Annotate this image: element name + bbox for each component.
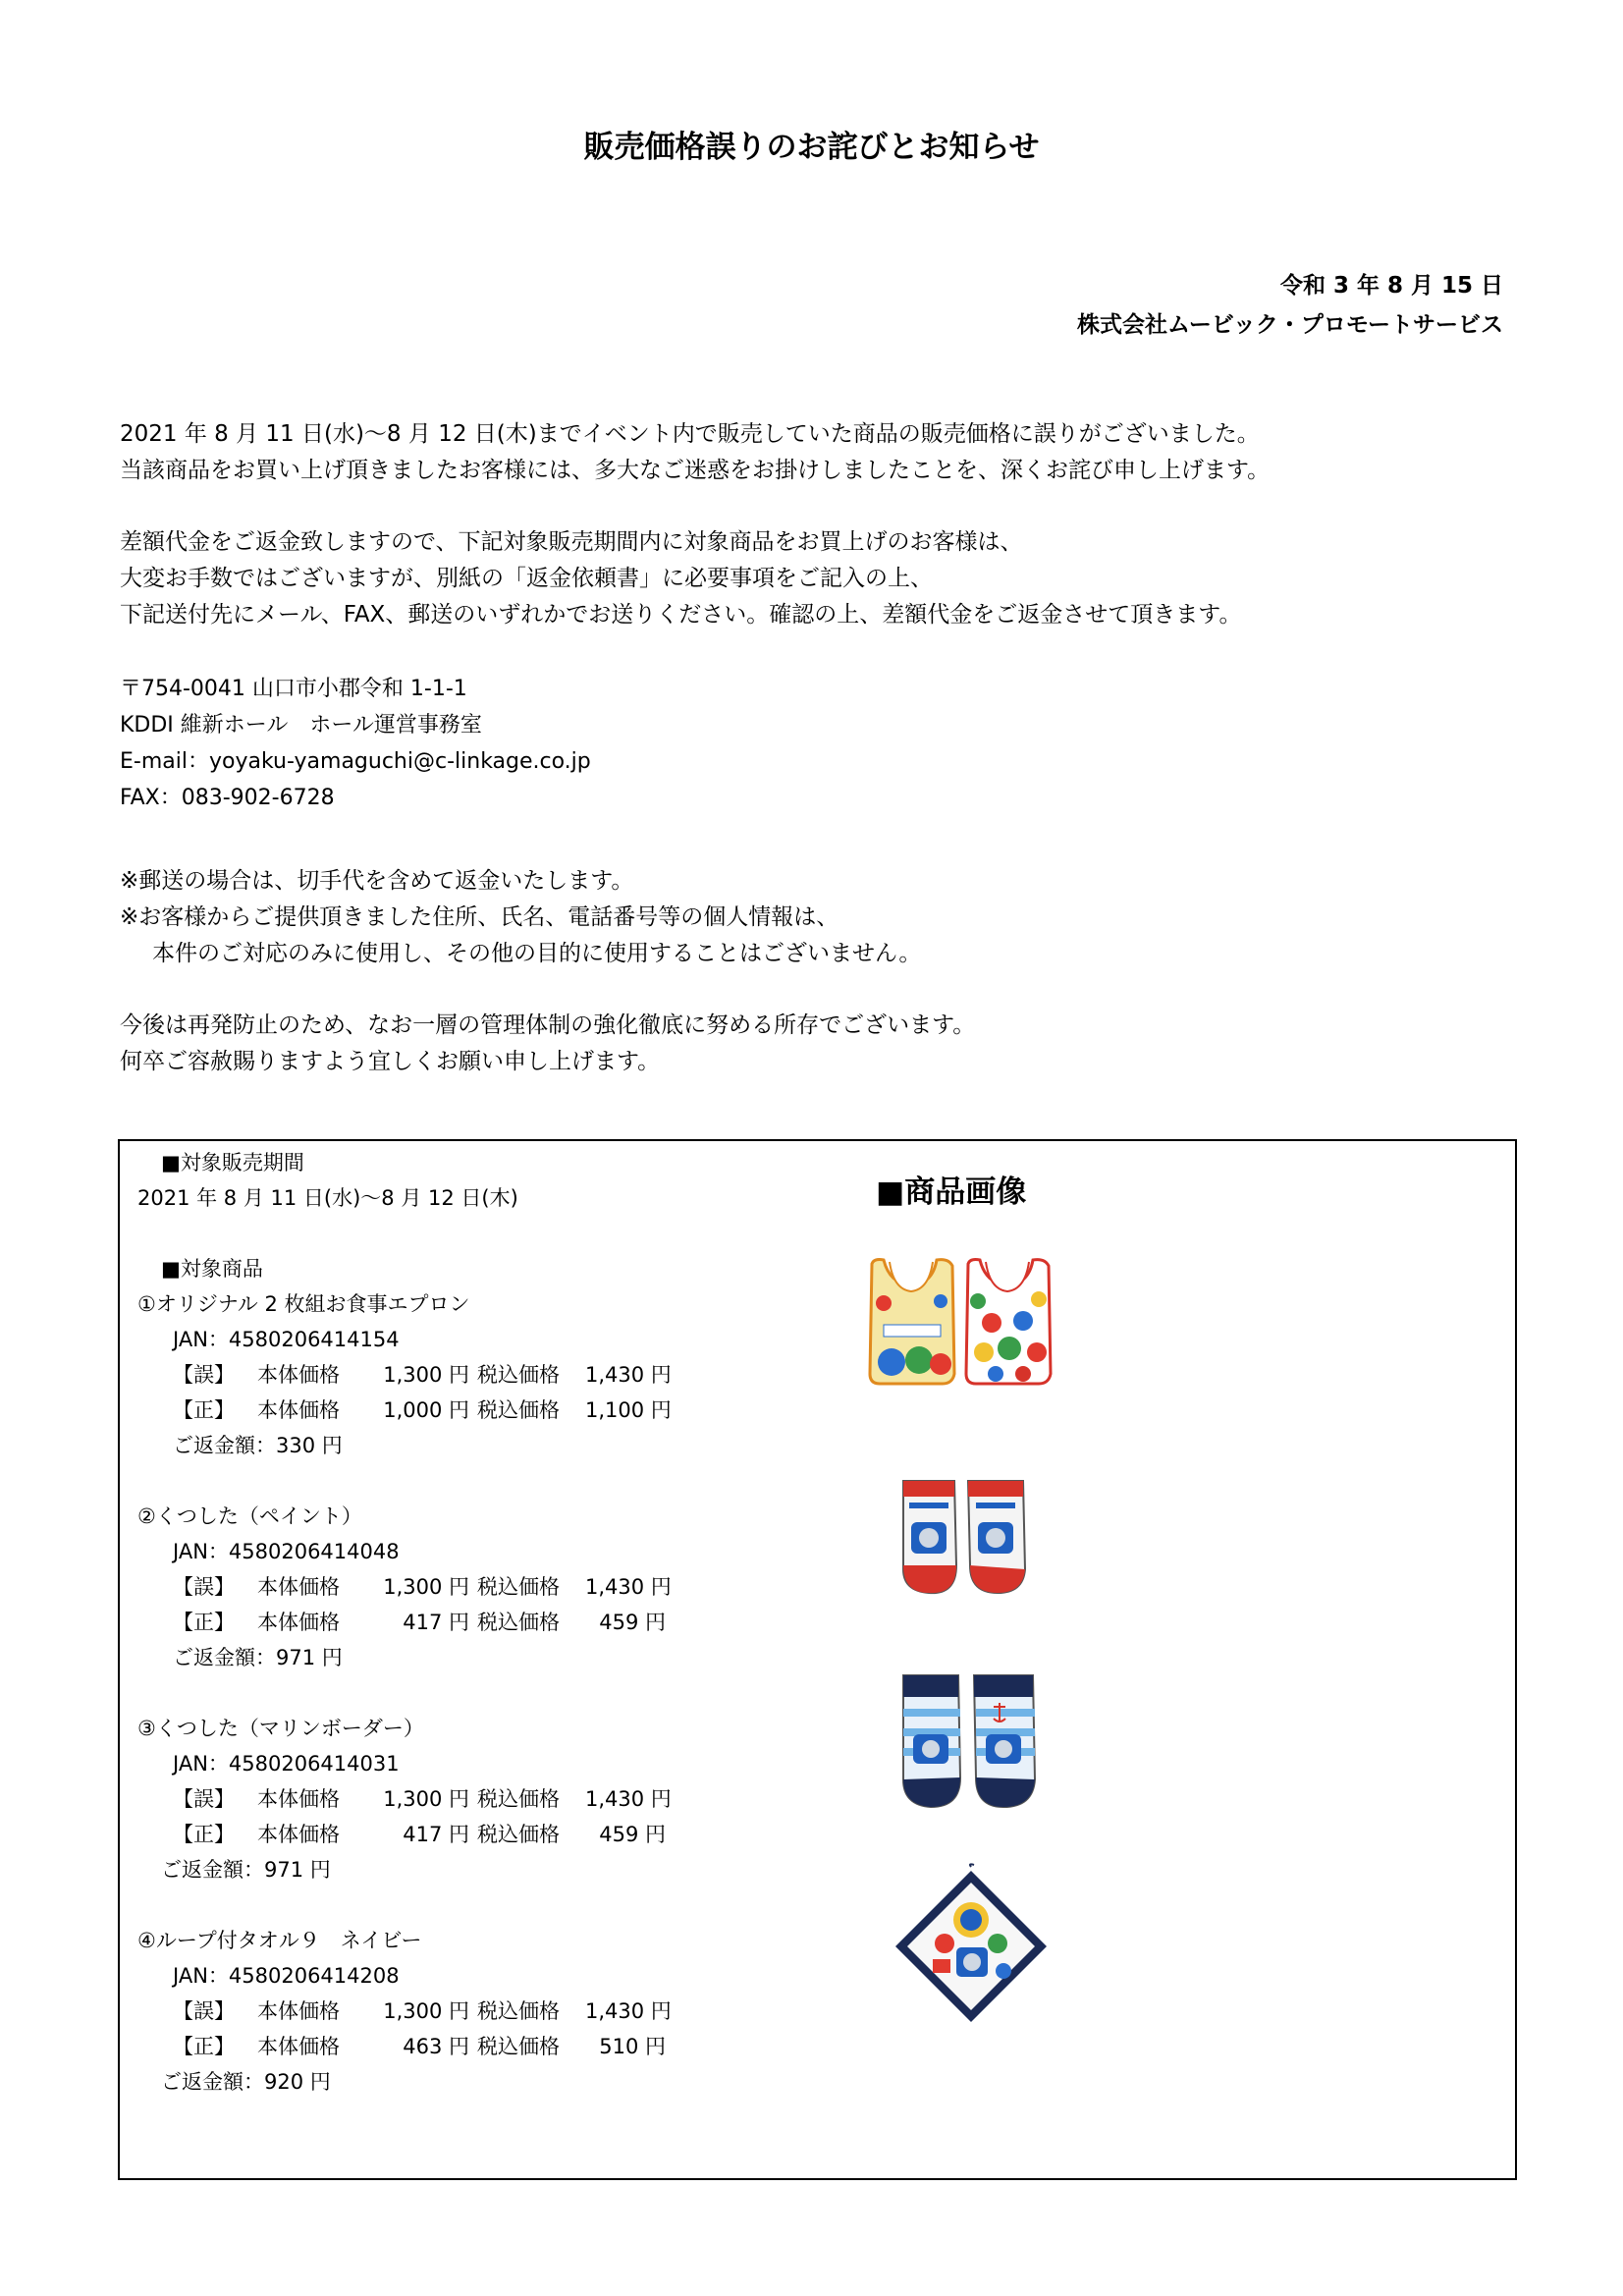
tax-price: 1,430 円 — [585, 1999, 672, 2023]
bib-apron-image — [864, 1254, 1060, 1392]
refund-amount: ご返金額：920 円 — [161, 2070, 331, 2094]
target-info-box — [118, 1139, 1517, 2180]
product-image-heading: ■商品画像 — [876, 1175, 1027, 1210]
tax-price-label: 税込価格 — [477, 1787, 560, 1811]
base-price: 1,300 円 — [383, 1999, 469, 2023]
product-name: ④ループ付タオル９ ネイビー — [137, 1929, 422, 1952]
period-value: 2021 年 8 月 11 日(水)～8 月 12 日(木) — [137, 1186, 518, 1210]
apology-paragraph — [120, 416, 1270, 489]
correct-price-row — [137, 1605, 666, 1640]
price-label: 【誤】 — [173, 1787, 235, 1811]
refund-amount: ご返金額：971 円 — [173, 1646, 343, 1669]
product-name: ②くつした（ペイント） — [137, 1504, 362, 1528]
base-price: 1,300 円 — [383, 1575, 469, 1599]
fax-number: FAX：083-902-6728 — [120, 786, 335, 810]
base-price-label: 本体価格 — [257, 1787, 340, 1811]
paragraph-line: 今後は再発防止のため、なお一層の管理体制の強化徹底に努める所存でございます。 — [120, 1012, 976, 1038]
price-label: 【誤】 — [173, 1999, 235, 2023]
tax-price: 510 円 — [599, 2035, 666, 2058]
base-price-label: 本体価格 — [257, 1575, 340, 1599]
wrong-price-row — [137, 1781, 672, 1817]
closing-paragraph — [120, 1008, 975, 1080]
notes — [120, 863, 921, 972]
loop-towel-image — [888, 1863, 1055, 2030]
base-price: 1,000 円 — [383, 1398, 469, 1422]
product-jan: JAN：4580206414031 — [173, 1752, 400, 1776]
paragraph-line: 大変お手数ではございますが、別紙の「返金依頼書」に必要事項をご記入の上、 — [120, 566, 933, 591]
tax-price-label: 税込価格 — [477, 1611, 560, 1634]
period-heading: ■対象販売期間 — [161, 1151, 304, 1175]
marine-socks-image — [895, 1669, 1043, 1817]
base-price-label: 本体価格 — [257, 2035, 340, 2058]
base-price-label: 本体価格 — [257, 1999, 340, 2023]
price-label: 【正】 — [173, 1398, 235, 1422]
product-name: ③くつした（マリンボーダー） — [137, 1717, 424, 1740]
tax-price-label: 税込価格 — [477, 1363, 560, 1387]
wrong-price-row — [137, 1569, 672, 1605]
note-line: ※お客様からご提供頂きました住所、氏名、電話番号等の個人情報は、 — [120, 904, 839, 930]
base-price-label: 本体価格 — [257, 1398, 340, 1422]
refund-amount: ご返金額：971 円 — [161, 1858, 331, 1882]
price-label: 【正】 — [173, 2035, 235, 2058]
contact-address — [120, 671, 591, 816]
email-address: E-mail：yoyaku-yamaguchi@c-linkage.co.jp — [120, 749, 591, 774]
tax-price-label: 税込価格 — [477, 1398, 560, 1422]
note-line: ※郵送の場合は、切手代を含めて返金いたします。 — [120, 868, 634, 894]
paragraph-line: 当該商品をお買い上げ頂きましたお客様には、多大なご迷惑をお掛けしましたことを、深くお詫び申し上げます。 — [120, 458, 1271, 483]
tax-price-label: 税込価格 — [477, 1823, 560, 1846]
tax-price: 459 円 — [599, 1823, 666, 1846]
tax-price: 1,430 円 — [585, 1575, 672, 1599]
base-price-label: 本体価格 — [257, 1611, 340, 1634]
correct-price-row — [137, 1817, 666, 1852]
tax-price: 1,100 円 — [585, 1398, 672, 1422]
note-line: 本件のご対応のみに使用し、その他の目的に使用することはございません。 — [152, 941, 922, 966]
tax-price: 1,430 円 — [585, 1363, 672, 1387]
wrong-price-row — [137, 1994, 672, 2029]
postal-address: 〒754-0041 山口市小郡令和 1-1-1 — [120, 677, 467, 701]
base-price-label: 本体価格 — [257, 1363, 340, 1387]
wrong-price-row — [137, 1357, 672, 1393]
paint-socks-image — [895, 1475, 1033, 1603]
product-name: ①オリジナル 2 枚組お食事エプロン — [137, 1292, 470, 1316]
base-price: 417 円 — [403, 1611, 469, 1634]
tax-price: 1,430 円 — [585, 1787, 672, 1811]
issue-date: 令和 3 年 8 月 15 日 — [1279, 273, 1503, 299]
correct-price-row — [137, 2029, 666, 2064]
tax-price-label: 税込価格 — [477, 2035, 560, 2058]
base-price: 1,300 円 — [383, 1787, 469, 1811]
office-name: KDDI 維新ホール ホール運営事務室 — [120, 713, 482, 738]
products-heading: ■対象商品 — [161, 1257, 263, 1281]
product-jan: JAN：4580206414154 — [173, 1328, 400, 1351]
paragraph-line: 何卒ご容赦賜りますよう宜しくお願い申し上げます。 — [120, 1049, 661, 1074]
tax-price-label: 税込価格 — [477, 1999, 560, 2023]
tax-price: 459 円 — [599, 1611, 666, 1634]
company-name: 株式会社ムービック・プロモートサービス — [1076, 312, 1503, 338]
base-price: 1,300 円 — [383, 1363, 469, 1387]
price-label: 【正】 — [173, 1823, 235, 1846]
price-label: 【誤】 — [173, 1363, 235, 1387]
correct-price-row — [137, 1393, 672, 1428]
product-jan: JAN：4580206414048 — [173, 1540, 400, 1563]
paragraph-line: 2021 年 8 月 11 日(水)～8 月 12 日(木)までイベント内で販売していた商品の販売価格に誤りがございました。 — [120, 421, 1260, 447]
price-label: 【正】 — [173, 1611, 235, 1634]
page-title: 販売価格誤りのお詫びとお知らせ — [583, 130, 1040, 165]
base-price: 463 円 — [403, 2035, 469, 2058]
base-price: 417 円 — [403, 1823, 469, 1846]
product-jan: JAN：4580206414208 — [173, 1964, 400, 1988]
price-label: 【誤】 — [173, 1575, 235, 1599]
target-info-text — [137, 1145, 672, 2100]
base-price-label: 本体価格 — [257, 1823, 340, 1846]
refund-paragraph — [120, 524, 1241, 633]
refund-amount: ご返金額：330 円 — [173, 1434, 343, 1457]
tax-price-label: 税込価格 — [477, 1575, 560, 1599]
date-block — [1077, 266, 1503, 345]
paragraph-line: 下記送付先にメール、FAX、郵送のいずれかでお送りください。確認の上、差額代金をご返金させて頂きます。 — [120, 602, 1242, 628]
paragraph-line: 差額代金をご返金致しますので、下記対象販売期間内に対象商品をお買上げのお客様は、 — [120, 529, 1023, 555]
